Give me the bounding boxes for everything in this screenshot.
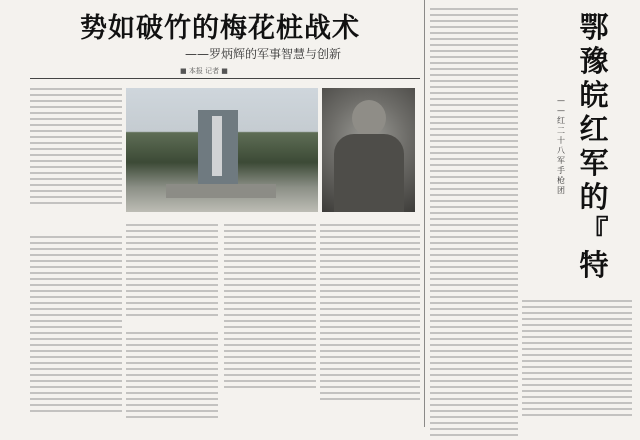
- body-column-3: [126, 224, 218, 320]
- article-headline: 势如破竹的梅花桩战术: [80, 13, 360, 44]
- memorial-photo: [126, 88, 318, 212]
- headline-rule: [30, 78, 420, 79]
- body-column-6: [320, 224, 420, 404]
- vertical-subtitle: — — 红 二 十 八 军 手 枪 团: [557, 96, 565, 195]
- article-byline: ■ 本报 记者 ■: [180, 67, 228, 75]
- body-column-4: [126, 332, 218, 422]
- article-subtitle: ——罗炳辉的军事智慧与创新: [185, 47, 342, 61]
- monument-inscription: [212, 116, 222, 176]
- portrait-body: [334, 134, 404, 212]
- portrait-face: [352, 100, 386, 136]
- body-column-1: [30, 88, 122, 208]
- body-column-2: [30, 236, 122, 416]
- vertical-headline: 鄂 豫 皖 红 军 的 『 特: [579, 10, 609, 282]
- monument-base: [166, 184, 276, 198]
- portrait-photo: [322, 88, 415, 212]
- right-body-column-1: [430, 8, 518, 440]
- body-column-5: [224, 224, 316, 392]
- right-body-column-2: [522, 300, 632, 420]
- column-divider: [424, 0, 425, 427]
